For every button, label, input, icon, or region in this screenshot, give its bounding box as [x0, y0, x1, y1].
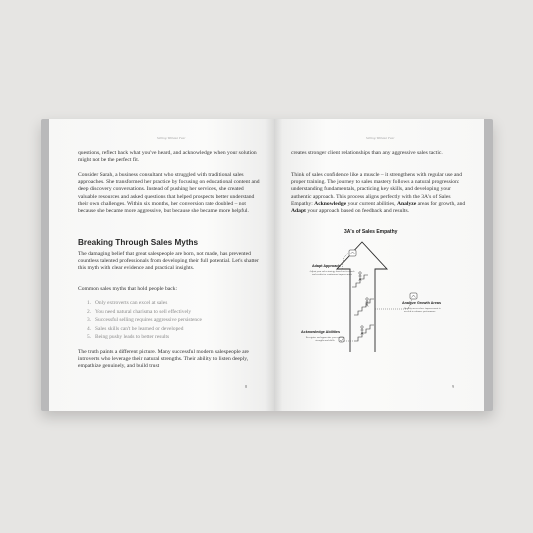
- running-head: Selling Without Fear: [366, 136, 395, 140]
- list-item: 4. Sales skills can't be learned or developed: [87, 325, 184, 332]
- myths-list: [87, 299, 262, 342]
- paragraph: creates stronger client relationships than any aggressive sales tactic.: [291, 150, 443, 156]
- paragraph: Consider Sarah, a business consultant who struggled with traditional sales approaches. She transformed her practice by focusing on educational content and deep discovery conversations. Instead of pushing her services, she created valuable resources and asked questions that helped prospects better understand their own challenges. Within six months, her conversion rate doubled – not because she became more aggressive, but because she became more helpful.: [78, 172, 260, 215]
- running-head: Selling Without Fear: [157, 136, 186, 140]
- right-page: [274, 119, 484, 411]
- list-item: 3. Successful selling requires aggressive persistence: [87, 317, 202, 324]
- section-heading: Breaking Through Sales Myths: [78, 238, 199, 247]
- acknowledge-description: Recognize and appreciate your current strengths and skills: [305, 336, 345, 343]
- paragraph: questions, reflect back what you've heard, and acknowledge when your solution might not be the perfect fit.: [78, 150, 257, 164]
- acknowledge-label: Acknowledge Abilities: [301, 330, 340, 334]
- list-item: 1. Only extroverts can excel at sales: [87, 300, 168, 306]
- list-item: 2. You need natural charisma to sell effectively: [87, 308, 192, 315]
- paragraph: Common sales myths that hold people back:: [78, 286, 178, 292]
- analyze-label: Analyze Growth Areas: [402, 301, 442, 305]
- page-number: 9: [452, 384, 455, 389]
- diagram-title: 3A's of Sales Empathy: [344, 229, 398, 235]
- icon-boxes: [339, 250, 417, 342]
- paragraph: The truth paints a different picture. Many successful modern salespeople are introverts who leverage their natural strengths. Their ability to listen deeply, empathize genuinely, and build trust: [78, 349, 249, 370]
- analyze-description: Identify areas where improvement is needed to enhance performance: [404, 307, 441, 314]
- stairs-middle: [354, 299, 374, 315]
- page-number: 8: [245, 384, 248, 389]
- open-book: [41, 119, 493, 411]
- paragraph: The damaging belief that great salespeople are born, not made, has prevented countless talented professionals from developing their full potential. Let's shatter this myth with clear evidence and practical insights.: [78, 251, 259, 272]
- left-page: [49, 119, 274, 411]
- adapt-label: Adapt Approach: [312, 264, 341, 268]
- stairs-lower: [354, 325, 374, 341]
- paragraph: Think of sales confidence like a muscle – it strengthens with regular use and proper training. The journey to sales mastery follows a natural progression: understanding fundamentals, practicing key skills, and developing your authentic approach. This process aligns perfectly with the 3A's of Sales Empathy: Acknowledge your current abilities, Analyze areas for growth, and Adapt your approach based on feedback and results.: [291, 172, 466, 215]
- connector-lines: [340, 253, 412, 341]
- stairs-arrow-diagram: [274, 119, 484, 411]
- list-item: 5. Being pushy leads to better results: [87, 334, 170, 341]
- adapt-description: Adjust your sales strategy based on feedback and results for continuous improvement: [309, 270, 355, 277]
